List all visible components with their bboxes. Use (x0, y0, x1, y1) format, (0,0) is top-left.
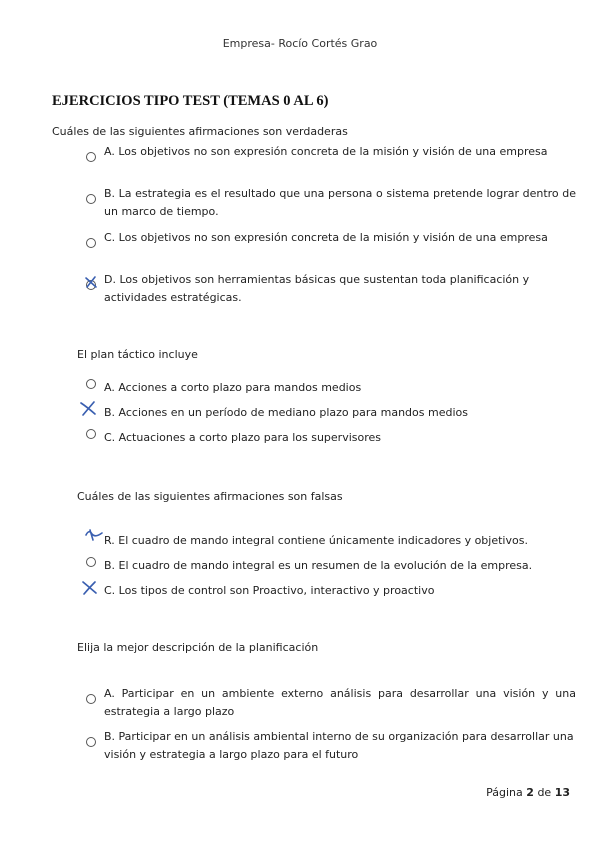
question-1-option-b[interactable]: B. La estrategia es el resultado que una persona o sistema pretende lograr dentro de un marco de tiempo. (86, 185, 576, 221)
radio-button[interactable] (86, 557, 96, 567)
question-1-option-d[interactable]: D. Los objetivos son herramientas básicas que sustentan toda planificación y actividades estratégicas. (86, 271, 576, 307)
question-3-option-c[interactable]: C. Los tipos de control son Proactivo, interactivo y proactivo (86, 582, 576, 600)
radio-button[interactable] (86, 194, 96, 204)
radio-button[interactable] (86, 238, 96, 248)
page-number: Página 2 de 13 (486, 786, 570, 799)
question-4-option-a[interactable]: A. Participar en un ambiente externo análisis para desarrollar una visión y una estrategia a largo plazo (86, 685, 576, 721)
radio-button[interactable] (86, 152, 96, 162)
radio-button[interactable] (86, 694, 96, 704)
question-4-prompt: Elija la mejor descripción de la planificación (77, 641, 319, 654)
handwritten-check-mark-icon (84, 528, 98, 546)
question-3-option-b[interactable]: B. El cuadro de mando integral es un resumen de la evolución de la empresa. (86, 557, 576, 575)
question-2-option-a[interactable]: A. Acciones a corto plazo para mandos medios (86, 379, 576, 397)
question-3-option-a[interactable]: R. El cuadro de mando integral contiene únicamente indicadores y objetivos. (86, 532, 576, 550)
page-title: EJERCICIOS TIPO TEST (TEMAS 0 AL 6) (52, 93, 329, 109)
radio-button[interactable] (86, 379, 96, 389)
handwritten-x-mark-icon (80, 401, 94, 419)
question-2-option-b[interactable]: B. Acciones en un período de mediano plazo para mandos medios (86, 404, 576, 422)
radio-button[interactable] (86, 737, 96, 747)
question-1-option-c[interactable]: C. Los objetivos no son expresión concreta de la misión y visión de una empresa (86, 229, 576, 247)
question-1-option-a[interactable]: A. Los objetivos no son expresión concreta de la misión y visión de una empresa (86, 143, 576, 161)
question-3-prompt: Cuáles de las siguientes afirmaciones son falsas (77, 490, 343, 503)
handwritten-x-mark-icon (81, 580, 95, 598)
radio-button[interactable] (86, 429, 96, 439)
page-header: Empresa- Rocío Cortés Grao (222, 37, 378, 50)
question-1-prompt: Cuáles de las siguientes afirmaciones son verdaderas (52, 125, 348, 138)
handwritten-x-mark-icon (84, 275, 98, 293)
question-2-option-c[interactable]: C. Actuaciones a corto plazo para los supervisores (86, 429, 576, 447)
question-4-option-b[interactable]: B. Participar en un análisis ambiental interno de su organización para desarrollar una visión y estrategia a largo plazo para el futuro (86, 728, 576, 764)
question-2-prompt: El plan táctico incluye (77, 348, 198, 361)
